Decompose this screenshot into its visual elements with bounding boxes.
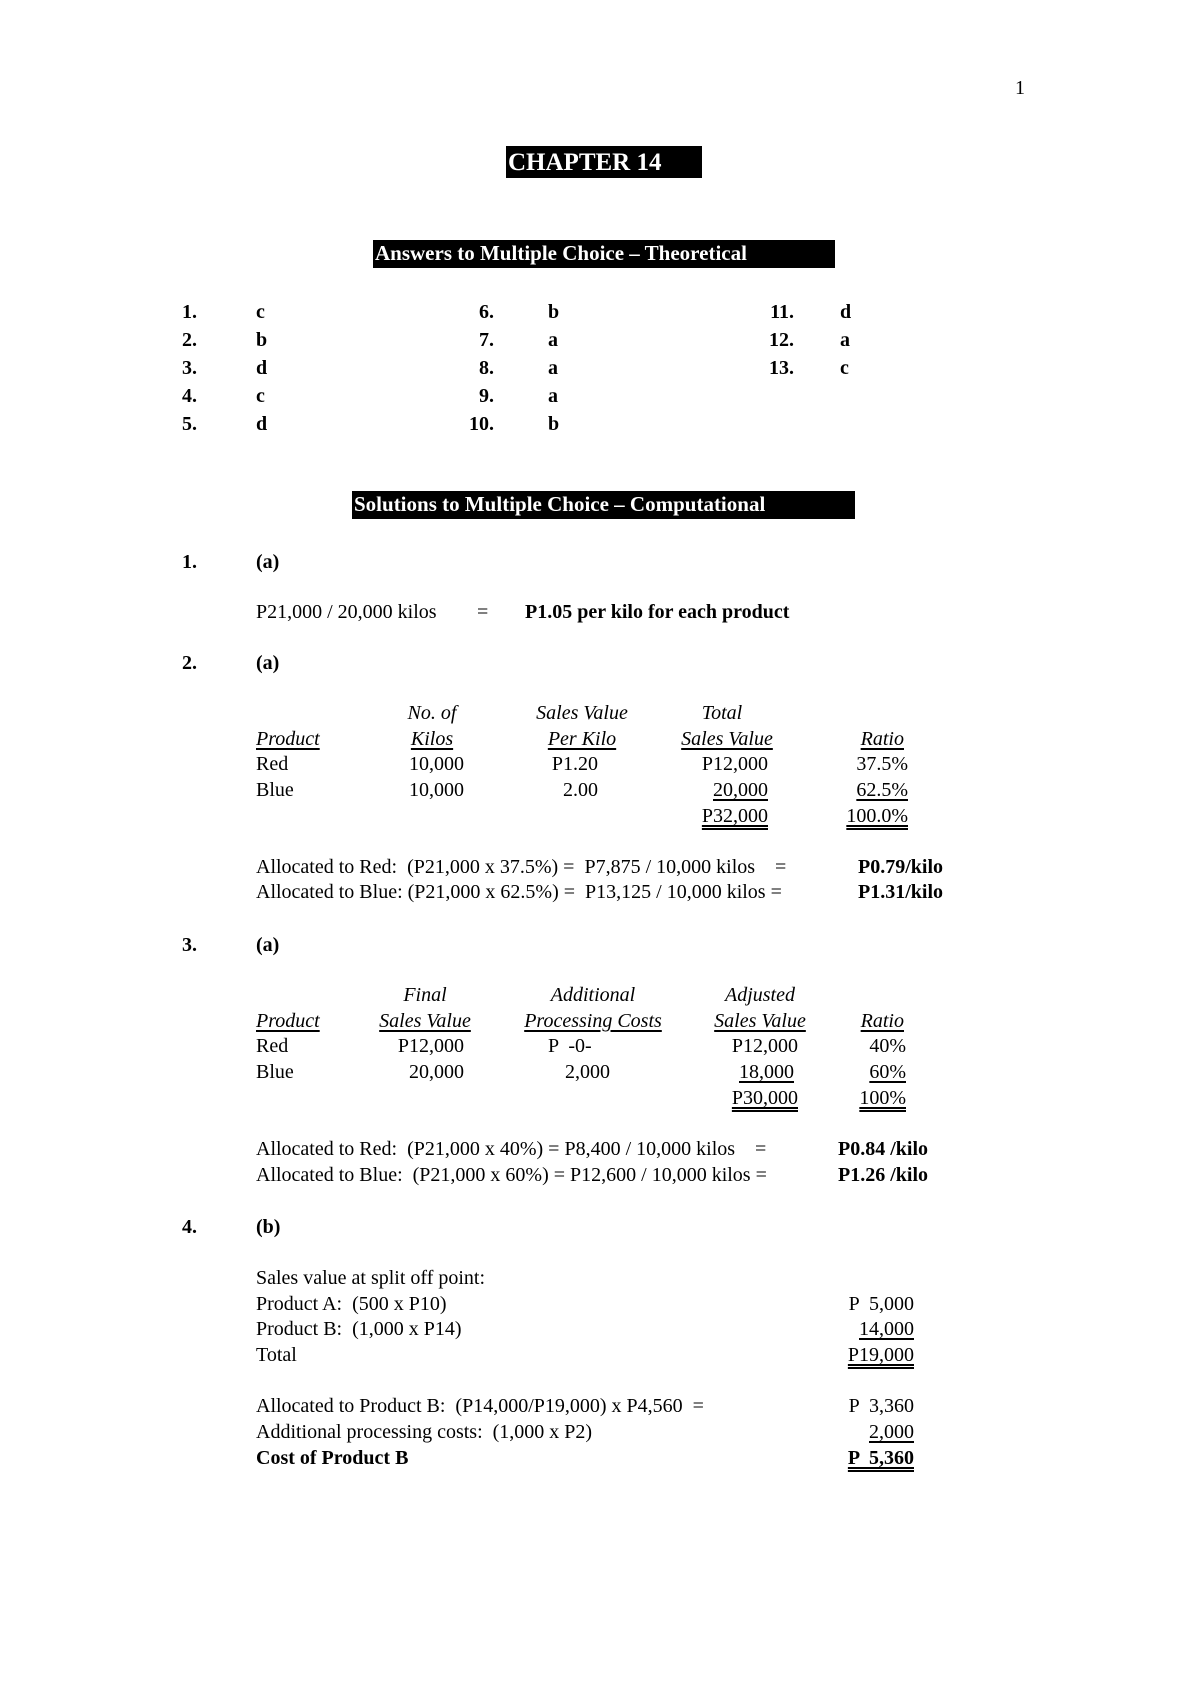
q4-line-value: P19,000 bbox=[847, 1344, 914, 1366]
table-total: 100% bbox=[859, 1087, 906, 1109]
col-header: Sales Value bbox=[714, 1010, 806, 1032]
q4-final-label: Cost of Product B bbox=[256, 1447, 409, 1469]
question-number: 1. bbox=[182, 551, 197, 573]
q4-line-label: Additional processing costs: (1,000 x P2) bbox=[256, 1421, 593, 1443]
answer-letter: b bbox=[256, 329, 268, 351]
answer-number: 12. bbox=[769, 329, 794, 351]
table-cell: P -0- bbox=[548, 1035, 592, 1057]
col-header: Processing Costs bbox=[524, 1010, 662, 1032]
table-cell: 20,000 bbox=[713, 779, 768, 801]
answer-letter: c bbox=[256, 385, 265, 407]
answer-number: 8. bbox=[479, 357, 494, 379]
answer-number: 6. bbox=[479, 301, 494, 323]
col-header: No. of bbox=[407, 702, 457, 724]
table-cell: Red bbox=[256, 1035, 289, 1057]
q1-calculation: P21,000 / 20,000 kilos bbox=[256, 601, 437, 623]
table-cell: 2.00 bbox=[563, 779, 598, 801]
allocation-line: Allocated to Blue: (P21,000 x 62.5%) = P13,125 / 10,000 kilos = bbox=[256, 881, 782, 903]
col-header: Total bbox=[701, 702, 743, 724]
q4-line-value: 2,000 bbox=[869, 1421, 914, 1443]
chapter-title: CHAPTER 14 bbox=[506, 146, 702, 178]
col-header: Sales Value bbox=[536, 702, 628, 724]
q1-equals: = bbox=[477, 601, 489, 623]
col-header: Kilos bbox=[410, 728, 454, 750]
answer-letter: a bbox=[840, 329, 850, 351]
answer-letter: d bbox=[256, 357, 268, 379]
col-header: Per Kilo bbox=[547, 728, 617, 750]
table-cell: P1.20 bbox=[551, 753, 598, 775]
q4-line-label: Product B: (1,000 x P14) bbox=[256, 1318, 462, 1340]
col-header: Sales Value bbox=[379, 1010, 471, 1032]
col-header: Final bbox=[403, 984, 447, 1006]
answer-letter: a bbox=[548, 329, 558, 351]
col-header: Adjusted bbox=[725, 984, 795, 1006]
col-header: Product bbox=[256, 728, 320, 750]
answer-number: 2. bbox=[182, 329, 197, 351]
answer-letter: b bbox=[548, 301, 560, 323]
answer-letter: a bbox=[548, 385, 558, 407]
col-header: Additional bbox=[550, 984, 636, 1006]
q4-intro: Sales value at split off point: bbox=[256, 1267, 486, 1289]
answer-letter: d bbox=[840, 301, 852, 323]
table-cell: Blue bbox=[256, 779, 294, 801]
allocation-result: P1.31/kilo bbox=[858, 881, 944, 903]
table-cell: Blue bbox=[256, 1061, 294, 1083]
allocation-result: P1.26 /kilo bbox=[838, 1164, 929, 1186]
table-cell: 2,000 bbox=[565, 1061, 610, 1083]
table-cell: P12,000 bbox=[701, 753, 768, 775]
table-cell: 62.5% bbox=[856, 779, 908, 801]
allocation-line: Allocated to Blue: (P21,000 x 60%) = P12,600 / 10,000 kilos = bbox=[256, 1164, 767, 1186]
q4-line-label: Allocated to Product B: (P14,000/P19,000) x P4,560 = bbox=[256, 1395, 704, 1417]
answer-letter: a bbox=[548, 357, 558, 379]
q4-final-value: P 5,360 bbox=[847, 1447, 914, 1469]
question-answer: (a) bbox=[256, 652, 280, 674]
q4-line-label: Total bbox=[256, 1344, 297, 1366]
question-number: 4. bbox=[182, 1216, 197, 1238]
allocation-result: P0.84 /kilo bbox=[838, 1138, 929, 1160]
q4-line-value: P 3,360 bbox=[848, 1395, 914, 1417]
question-number: 2. bbox=[182, 652, 197, 674]
answer-number: 9. bbox=[479, 385, 494, 407]
table-cell: 37.5% bbox=[856, 753, 908, 775]
table-cell: 40% bbox=[869, 1035, 906, 1057]
question-answer: (a) bbox=[256, 551, 280, 573]
answer-number: 10. bbox=[469, 413, 494, 435]
answer-letter: c bbox=[840, 357, 849, 379]
question-answer: (a) bbox=[256, 934, 280, 956]
table-cell: 10,000 bbox=[409, 779, 464, 801]
answer-letter: b bbox=[548, 413, 560, 435]
table-total: P32,000 bbox=[701, 805, 768, 827]
answer-number: 11. bbox=[770, 301, 794, 323]
question-answer: (b) bbox=[256, 1216, 281, 1238]
table-cell: Red bbox=[256, 753, 289, 775]
q4-line-value: 14,000 bbox=[859, 1318, 914, 1340]
allocation-line: Allocated to Red: (P21,000 x 37.5%) = P7,875 / 10,000 kilos = bbox=[256, 856, 787, 878]
answer-number: 5. bbox=[182, 413, 197, 435]
table-cell: P12,000 bbox=[731, 1035, 798, 1057]
col-header: Product bbox=[256, 1010, 320, 1032]
answer-letter: d bbox=[256, 413, 268, 435]
answer-number: 1. bbox=[182, 301, 197, 323]
table-total: P30,000 bbox=[731, 1087, 798, 1109]
q1-result: P1.05 per kilo for each product bbox=[525, 601, 790, 623]
q4-line-label: Product A: (500 x P10) bbox=[256, 1293, 447, 1315]
col-header: Ratio bbox=[860, 1010, 904, 1032]
table-total: 100.0% bbox=[846, 805, 908, 827]
theoretical-heading: Answers to Multiple Choice – Theoretical bbox=[373, 240, 835, 268]
allocation-result: P0.79/kilo bbox=[858, 856, 944, 878]
answer-number: 7. bbox=[479, 329, 494, 351]
answer-number: 4. bbox=[182, 385, 197, 407]
page-number: 1 bbox=[1015, 77, 1025, 99]
question-number: 3. bbox=[182, 934, 197, 956]
table-cell: 18,000 bbox=[739, 1061, 794, 1083]
table-cell: P12,000 bbox=[397, 1035, 464, 1057]
answer-letter: c bbox=[256, 301, 265, 323]
col-header: Ratio bbox=[860, 728, 904, 750]
table-cell: 20,000 bbox=[409, 1061, 464, 1083]
answer-number: 13. bbox=[769, 357, 794, 379]
table-cell: 10,000 bbox=[409, 753, 464, 775]
answer-number: 3. bbox=[182, 357, 197, 379]
table-cell: 60% bbox=[869, 1061, 906, 1083]
q4-line-value: P 5,000 bbox=[848, 1293, 914, 1315]
allocation-line: Allocated to Red: (P21,000 x 40%) = P8,400 / 10,000 kilos = bbox=[256, 1138, 767, 1160]
col-header: Sales Value bbox=[681, 728, 773, 750]
computational-heading: Solutions to Multiple Choice – Computational bbox=[352, 491, 855, 519]
